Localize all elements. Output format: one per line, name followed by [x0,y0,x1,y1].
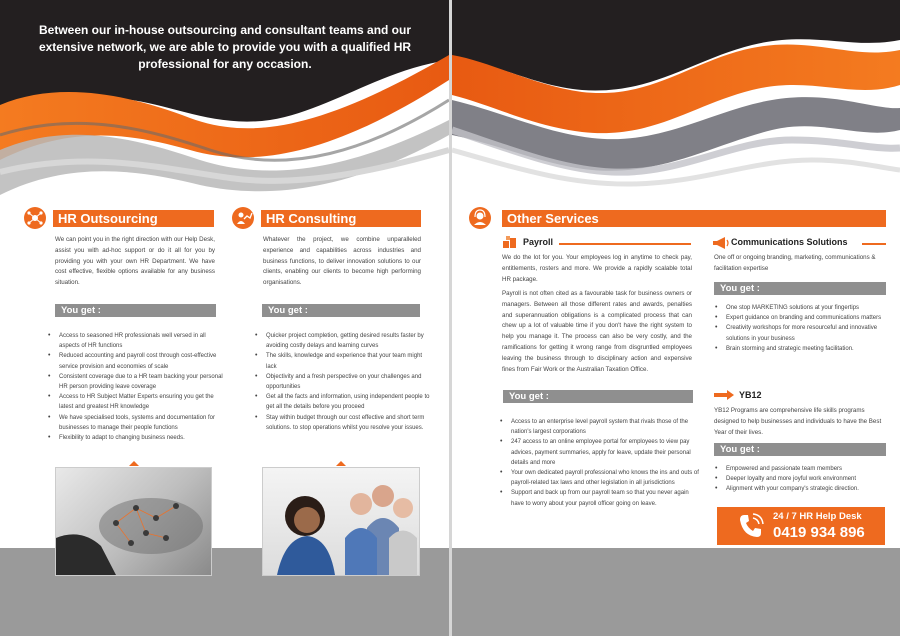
left-page [0,0,449,636]
yb12-you-get: You get : [714,443,886,456]
payroll-bullets [499,417,699,509]
yb12-bullets [714,464,900,495]
communications-title: Communications Solutions [731,237,848,247]
coins-icon [503,236,517,248]
communications-body: One off or ongoing branding, marketing, communications & facilitation expertise [714,254,876,272]
list-item: • Brain storming and strategic meeting facilitation. [722,344,900,354]
list-item: • Access to HR Subject Matter Experts ensuring you get the latest and greatest HR knowledge [55,392,223,412]
headset-icon [469,207,491,229]
header-intro-text: Between our in-house outsourcing and consultant teams and our extensive network, we are able to provide you with a qualified HR professional for any occasion. [38,23,412,71]
hr-consulting-title: HR Consulting [261,210,421,227]
list-item: • The skills, knowledge and experience that your team might lack [262,351,430,371]
hr-outsourcing-bullets [47,331,223,443]
list-item: • Your own dedicated payroll professional who knows the ins and outs of payroll-related tax laws and other legislation in all jurisdictions [507,468,699,488]
payroll-title: Payroll [523,237,554,247]
hr-consulting-body: Whatever the project, we combine unparalleled experience and capabilities across industries and business functions, to deliver innovation solutions to our clients, enabling our clients to become high performing organisations. [263,236,421,287]
outsourcing-network-icon [24,207,46,229]
consulting-chart-icon [232,207,254,229]
photo-pointer [336,461,346,466]
list-item: • Creativity workshops for more resourceful and innovative solutions in your business [722,323,900,343]
list-item: • Consistent coverage due to a HR team backing your personal HR person providing leave coverage [55,372,223,392]
list-item: • Objectivity and a fresh perspective on your challenges and opportunities [262,372,430,392]
list-item: • Support and back up from our payroll team so that you never again have to worry about your payroll officer going on leave. [507,488,699,508]
list-item: • Flexibility to adapt to changing business needs. [55,433,223,443]
yb12-body: YB12 Programs are comprehensive life skills programs designed to help businesses and individuals to have the Best Year of their lives. [714,407,882,436]
list-item: • Quicker project completion, getting desired results faster by avoiding costly delays and learning curves [262,331,430,351]
payroll-underline [559,243,691,245]
phone-icon [737,512,765,540]
communications-you-get: You get : [714,282,886,295]
team-photo [262,467,420,576]
header-wave-graphic [452,0,900,200]
payroll-body: Payroll is not often cited as a favourable task for business owners or managers. Between all those different rates and awards, penalties and superannuation obligations is a complicated process that can chew up a lot of valuable time if you don't have the right system to help you manage it. The process can also be very costly, and the ramifications for getting it wrong range from disgruntled employees leaving the business through to disciplinary action and expensive fines from Fair Work or the Australian Taxation Office. [502,290,692,373]
list-item: • One stop MARKETING solutions at your fingertips [722,303,900,313]
hr-outsourcing-title: HR Outsourcing [53,210,214,227]
list-item: • Empowered and passionate team members [722,464,900,474]
bottom-grey-band [452,548,900,636]
list-item: • Access to an enterprise level payroll system that rivals those of the nation's largest corporations [507,417,699,437]
list-item: • Alignment with your company's strategic direction. [722,484,900,494]
network-photo [55,467,212,576]
megaphone-icon [712,236,730,250]
hr-consulting-you-get: You get : [262,304,420,317]
hr-outsourcing-you-get: You get : [55,304,216,317]
help-desk-box[interactable] [717,507,885,545]
communications-bullets [714,303,900,354]
list-item: • Get all the facts and information, using independent people to get all the details before you proceed [262,392,430,412]
payroll-intro: We do the lot for you. Your employees log in anytime to check pay, entitlements, rosters and more. We provide a rapidly scalable total HR package. [502,254,692,283]
arrow-right-icon [714,390,734,400]
list-item: • 247 access to an online employee portal for employees to view pay advices, payment summaries, apply for leave, update their personal details and more [507,437,699,468]
list-item: • Expert guidance on branding and communications matters [722,313,900,323]
list-item: • Stay within budget through our cost effective and short term solutions. to stop operations whilst you resolve your issues. [262,413,430,433]
list-item: • Access to seasoned HR professionals well versed in all aspects of HR functions [55,331,223,351]
list-item: • Reduced accounting and payroll cost through cost-effective service provision and economies of scale [55,351,223,371]
hr-outsourcing-body: We can point you in the right direction with our Help Desk, assist you with ad-hoc support or do it all for you by providing you with your own HR Department. We have cost effective, flexible options available for any business situation. [55,236,215,287]
help-desk-label: 24 / 7 HR Help Desk [773,511,862,522]
list-item: • Deeper loyalty and more joyful work environment [722,474,900,484]
help-desk-phone[interactable]: 0419 934 896 [773,524,865,541]
list-item: • We have specialised tools, systems and documentation for businesses to manage their people functions [55,413,223,433]
hr-consulting-bullets [254,331,430,433]
payroll-you-get: You get : [503,390,693,403]
yb12-title: YB12 [739,390,762,400]
other-services-title: Other Services [502,210,886,227]
photo-pointer [129,461,139,466]
communications-underline [862,243,886,245]
